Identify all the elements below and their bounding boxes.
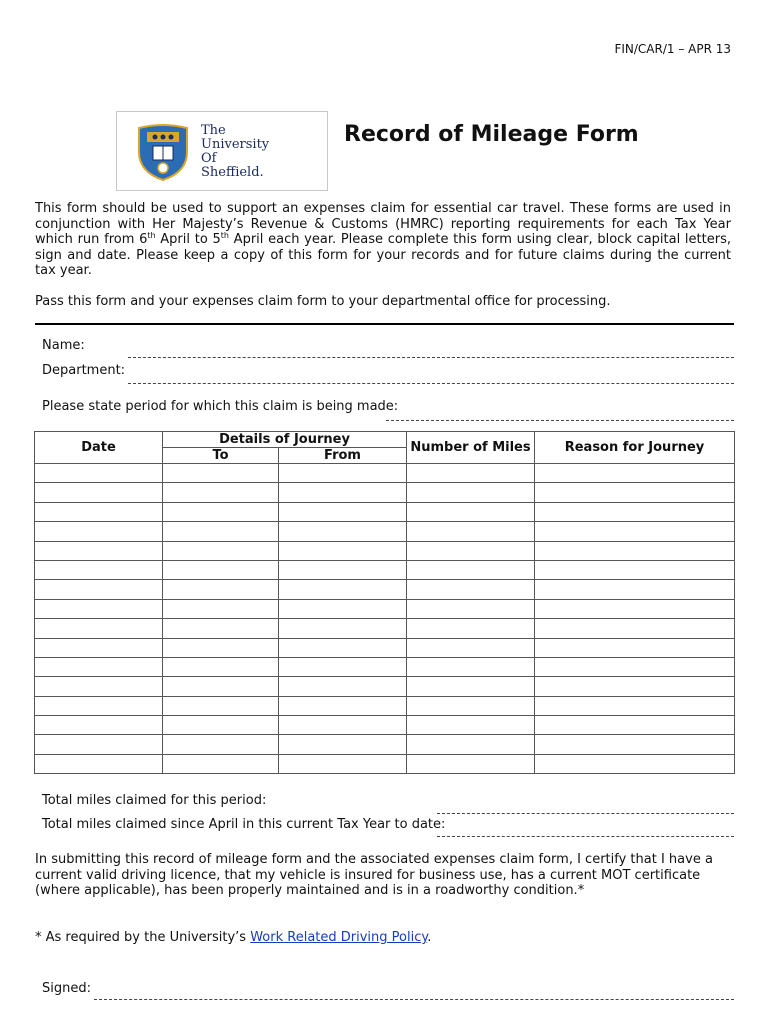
- date-cell[interactable]: [35, 754, 163, 773]
- reason-cell[interactable]: [535, 502, 735, 521]
- from-cell[interactable]: [279, 541, 407, 560]
- to-cell[interactable]: [163, 483, 279, 502]
- from-cell[interactable]: [279, 502, 407, 521]
- journey-details-header: Details of Journey: [163, 432, 407, 448]
- date-cell[interactable]: [35, 677, 163, 696]
- reason-cell[interactable]: [535, 735, 735, 754]
- date-cell[interactable]: [35, 502, 163, 521]
- ordinal-suffix: th: [220, 231, 229, 240]
- form-reference: FIN/CAR/1 – APR 13: [614, 42, 731, 56]
- reason-header: Reason for Journey: [535, 432, 735, 464]
- to-header: To: [163, 448, 279, 464]
- logo-line: University: [201, 137, 270, 152]
- table-row: [35, 580, 735, 599]
- miles-cell[interactable]: [407, 716, 535, 735]
- ordinal-suffix: th: [147, 231, 156, 240]
- to-cell[interactable]: [163, 599, 279, 618]
- miles-cell[interactable]: [407, 580, 535, 599]
- to-cell[interactable]: [163, 677, 279, 696]
- from-cell[interactable]: [279, 696, 407, 715]
- date-cell[interactable]: [35, 696, 163, 715]
- university-crest-icon: [135, 122, 191, 182]
- table-row: [35, 483, 735, 502]
- name-label: Name:: [42, 338, 85, 353]
- reason-cell[interactable]: [535, 716, 735, 735]
- form-title: Record of Mileage Form: [344, 122, 639, 147]
- date-cell[interactable]: [35, 599, 163, 618]
- reason-cell[interactable]: [535, 754, 735, 773]
- policy-note-prefix: * As required by the University’s: [35, 930, 251, 945]
- total-period-field[interactable]: [437, 813, 734, 814]
- table-row: [35, 560, 735, 579]
- miles-cell[interactable]: [407, 599, 535, 618]
- intro-text: April to 5: [155, 232, 221, 247]
- reason-cell[interactable]: [535, 464, 735, 483]
- date-cell[interactable]: [35, 735, 163, 754]
- from-cell[interactable]: [279, 483, 407, 502]
- date-cell[interactable]: [35, 716, 163, 735]
- total-year-field[interactable]: [437, 836, 734, 837]
- date-cell[interactable]: [35, 638, 163, 657]
- reason-cell[interactable]: [535, 580, 735, 599]
- miles-cell[interactable]: [407, 560, 535, 579]
- reason-cell[interactable]: [535, 522, 735, 541]
- table-row: [35, 541, 735, 560]
- from-cell[interactable]: [279, 522, 407, 541]
- table-row: [35, 735, 735, 754]
- miles-cell[interactable]: [407, 657, 535, 676]
- table-row: [35, 522, 735, 541]
- reason-cell[interactable]: [535, 638, 735, 657]
- claim-period-label: Please state period for which this claim is being made:: [42, 399, 399, 414]
- table-row: [35, 464, 735, 483]
- reason-cell[interactable]: [535, 619, 735, 638]
- reason-cell[interactable]: [535, 541, 735, 560]
- policy-note: [35, 930, 431, 945]
- miles-cell[interactable]: [407, 638, 535, 657]
- table-row: [35, 716, 735, 735]
- work-related-driving-policy-link[interactable]: Work Related Driving Policy: [250, 930, 428, 945]
- to-cell[interactable]: [163, 580, 279, 599]
- date-cell[interactable]: [35, 541, 163, 560]
- reason-cell[interactable]: [535, 677, 735, 696]
- pass-instruction: Pass this form and your expenses claim form to your departmental office for processing.: [35, 294, 611, 309]
- to-cell[interactable]: [163, 560, 279, 579]
- miles-cell[interactable]: [407, 696, 535, 715]
- to-cell[interactable]: [163, 502, 279, 521]
- university-logo: [116, 111, 328, 191]
- logo-line: The: [201, 123, 226, 138]
- section-divider: [35, 323, 734, 325]
- from-cell[interactable]: [279, 677, 407, 696]
- signature-label: Signed:: [42, 981, 91, 996]
- total-year-label: Total miles claimed since April in this current Tax Year to date:: [42, 817, 446, 832]
- to-cell[interactable]: [163, 735, 279, 754]
- miles-cell[interactable]: [407, 502, 535, 521]
- to-cell[interactable]: [163, 541, 279, 560]
- intro-text: This form should be used to support an expenses claim for essential car travel. These forms are used in conjunction with Her Majesty’s Revenue & Customs (HMRC) reporting requirements for each Tax Year which run from 6: [35, 201, 731, 247]
- signature-field[interactable]: [94, 999, 734, 1000]
- claim-period-field[interactable]: [386, 420, 734, 421]
- miles-cell[interactable]: [407, 522, 535, 541]
- from-cell[interactable]: [279, 638, 407, 657]
- to-cell[interactable]: [163, 716, 279, 735]
- table-row: [35, 638, 735, 657]
- date-cell[interactable]: [35, 657, 163, 676]
- to-cell[interactable]: [163, 754, 279, 773]
- reason-cell[interactable]: [535, 483, 735, 502]
- mileage-table: [34, 431, 735, 774]
- department-field[interactable]: [128, 383, 734, 384]
- date-cell[interactable]: [35, 560, 163, 579]
- miles-cell[interactable]: [407, 677, 535, 696]
- policy-note-suffix: .: [427, 930, 432, 945]
- from-cell[interactable]: [279, 735, 407, 754]
- miles-cell[interactable]: [407, 464, 535, 483]
- reason-cell[interactable]: [535, 560, 735, 579]
- from-header: From: [279, 448, 407, 464]
- miles-cell[interactable]: [407, 735, 535, 754]
- table-row: [35, 502, 735, 521]
- date-header: Date: [35, 432, 163, 464]
- to-cell[interactable]: [163, 638, 279, 657]
- total-period-label: Total miles claimed for this period:: [42, 793, 267, 808]
- university-logo-text: [201, 124, 269, 180]
- department-label: Department:: [42, 363, 126, 378]
- from-cell[interactable]: [279, 619, 407, 638]
- to-cell[interactable]: [163, 657, 279, 676]
- from-cell[interactable]: [279, 599, 407, 618]
- to-cell[interactable]: [163, 696, 279, 715]
- date-cell[interactable]: [35, 619, 163, 638]
- to-cell[interactable]: [163, 464, 279, 483]
- intro-text: April each year. Please complete this form using clear, block capital letters, sign and date. Please keep a copy of this form for your records and for future claims during the current tax year.: [35, 232, 731, 278]
- reason-cell[interactable]: [535, 657, 735, 676]
- miles-cell[interactable]: [407, 483, 535, 502]
- certification-statement: In submitting this record of mileage form and the associated expenses claim form, I certify that I have a current valid driving licence, that my vehicle is insured for business use, has a current MOT certificate (where applicable), has been properly maintained and is in a roadworthy condition.*: [35, 852, 713, 898]
- reason-cell[interactable]: [535, 599, 735, 618]
- miles-cell[interactable]: [407, 541, 535, 560]
- logo-line: Sheffield.: [201, 165, 264, 180]
- from-cell[interactable]: [279, 464, 407, 483]
- intro-paragraph: [35, 201, 731, 279]
- from-cell[interactable]: [279, 754, 407, 773]
- miles-cell[interactable]: [407, 754, 535, 773]
- from-cell[interactable]: [279, 560, 407, 579]
- from-cell[interactable]: [279, 580, 407, 599]
- to-cell[interactable]: [163, 522, 279, 541]
- table-row: [35, 619, 735, 638]
- logo-line: Of: [201, 151, 217, 166]
- date-cell[interactable]: [35, 464, 163, 483]
- date-cell[interactable]: [35, 522, 163, 541]
- to-cell[interactable]: [163, 619, 279, 638]
- date-cell[interactable]: [35, 580, 163, 599]
- miles-cell[interactable]: [407, 619, 535, 638]
- name-field[interactable]: [128, 357, 734, 358]
- miles-header: Number of Miles: [407, 432, 535, 464]
- reason-cell[interactable]: [535, 696, 735, 715]
- from-cell[interactable]: [279, 716, 407, 735]
- table-row: [35, 657, 735, 676]
- table-row: [35, 696, 735, 715]
- table-row: [35, 599, 735, 618]
- from-cell[interactable]: [279, 657, 407, 676]
- table-row: [35, 677, 735, 696]
- date-cell[interactable]: [35, 483, 163, 502]
- table-row: [35, 754, 735, 773]
